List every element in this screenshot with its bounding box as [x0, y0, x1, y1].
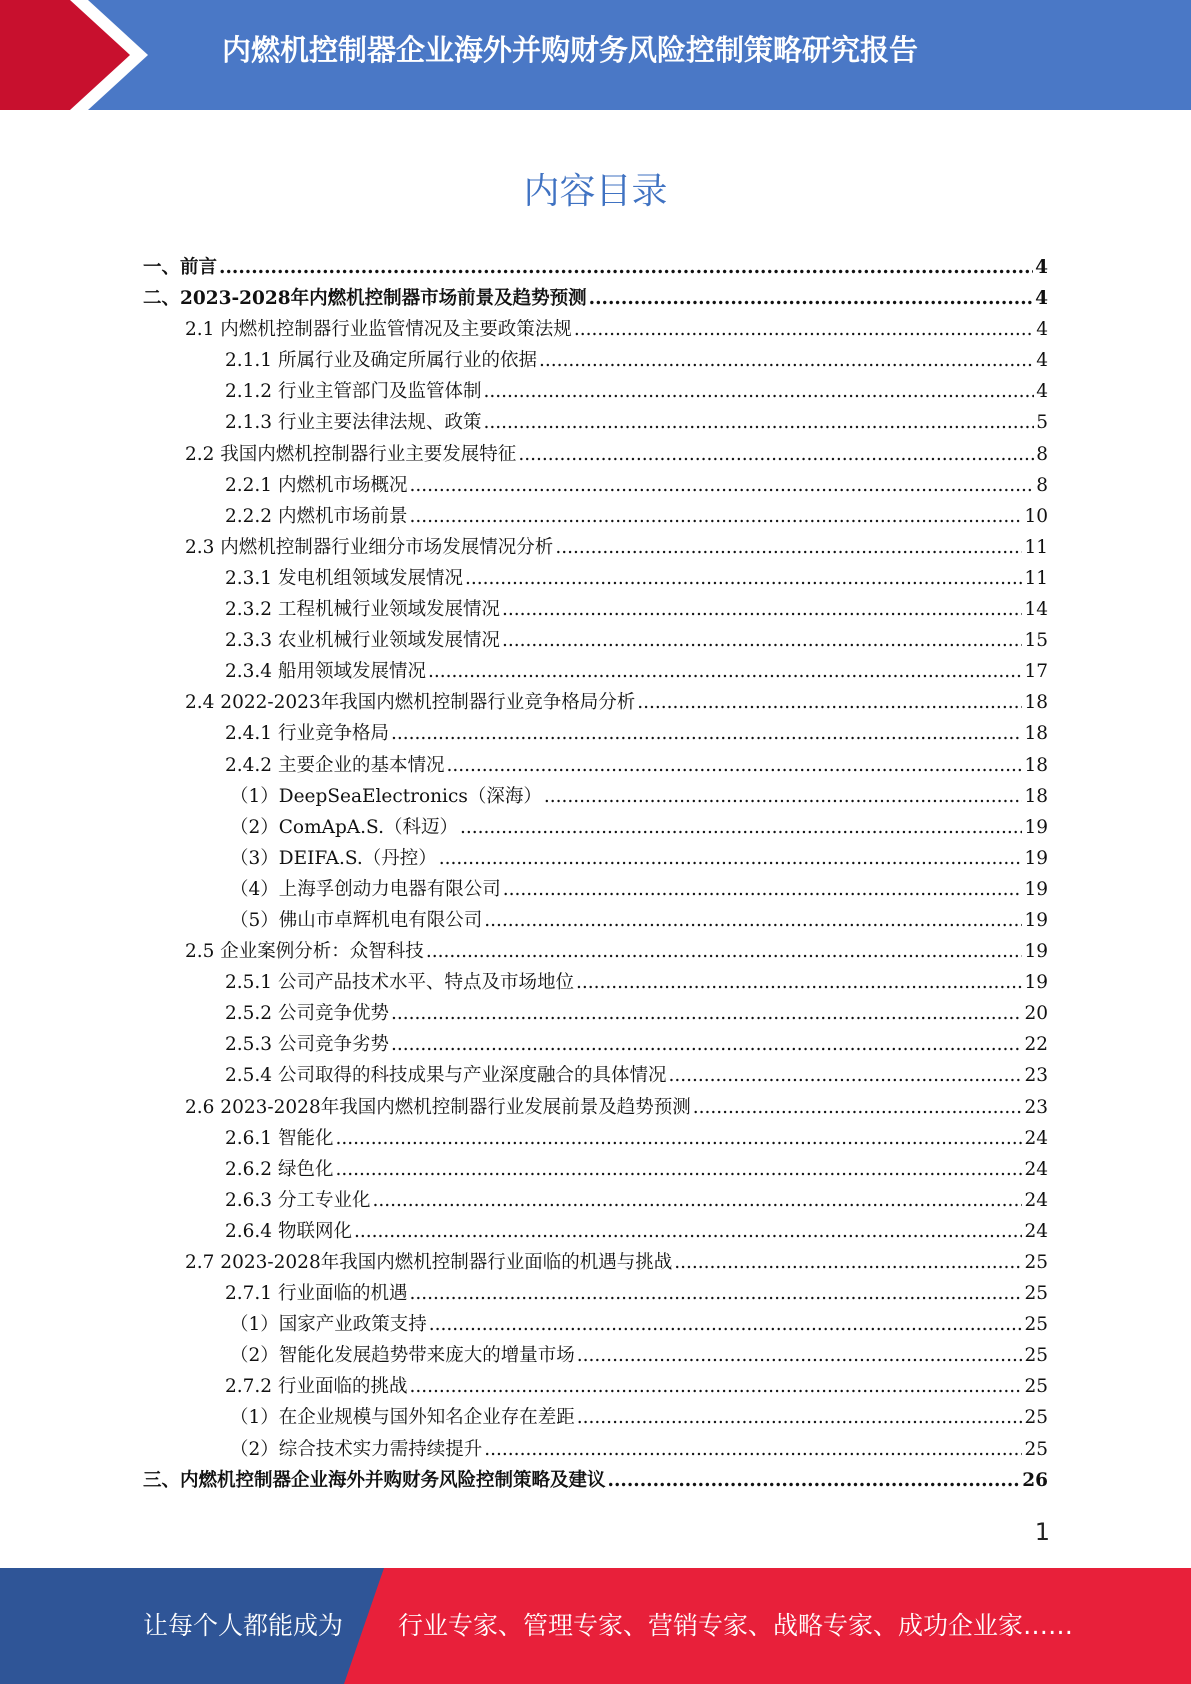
toc-leader-dots	[674, 1252, 1022, 1273]
toc-entry-page: 19	[1024, 878, 1048, 900]
toc-entry[interactable]	[143, 1310, 1048, 1341]
toc-leader-dots	[576, 972, 1022, 993]
toc-entry-page: 8	[1036, 474, 1048, 496]
toc-leader-dots	[391, 1034, 1022, 1055]
toc-entry[interactable]	[143, 657, 1048, 688]
toc-entry[interactable]	[143, 875, 1048, 906]
toc-entry-label: 2.6.1 智能化	[225, 1127, 334, 1149]
toc-entry[interactable]	[143, 315, 1048, 346]
toc-entry[interactable]	[143, 751, 1048, 782]
toc-entry[interactable]	[143, 1372, 1048, 1403]
toc-entry[interactable]	[143, 1217, 1048, 1248]
toc-entry[interactable]	[143, 253, 1048, 284]
toc-entry[interactable]	[143, 502, 1048, 533]
toc-entry[interactable]	[143, 626, 1048, 657]
toc-entry-label: 2.1.3 行业主要法律法规、政策	[225, 412, 482, 434]
toc-entry-label: 2.6 2023-2028年我国内燃机控制器行业发展前景及趋势预测	[185, 1096, 691, 1118]
toc-entry-label: 2.5 企业案例分析：众智科技	[185, 941, 424, 963]
toc-entry-page: 24	[1024, 1127, 1048, 1149]
footer-slogan-left: 让每个人都能成为	[143, 1611, 344, 1640]
toc-entry-page: 11	[1024, 536, 1048, 558]
toc-leader-dots	[484, 910, 1022, 931]
toc-entry-label: 2.3.2 工程机械行业领域发展情况	[225, 599, 500, 621]
toc-entry[interactable]	[143, 906, 1048, 937]
toc-entry-label: （2）综合技术实力需持续提升	[230, 1438, 483, 1460]
toc-entry-page: 19	[1024, 847, 1048, 869]
toc-entry-page: 10	[1024, 505, 1048, 527]
toc-leader-dots	[577, 1345, 1023, 1366]
toc-entry-label: 二、2023-2028年内燃机控制器市场前景及趋势预测	[143, 288, 587, 310]
toc-entry[interactable]	[143, 533, 1048, 564]
toc-entry[interactable]	[143, 1186, 1048, 1217]
toc-entry-page: 26	[1022, 1469, 1048, 1491]
toc-entry-page: 24	[1024, 1158, 1048, 1180]
toc-leader-dots	[391, 1003, 1022, 1024]
toc-entry-page: 5	[1036, 412, 1048, 434]
toc-leader-dots	[391, 723, 1022, 744]
toc-entry-page: 25	[1024, 1407, 1048, 1429]
toc-entry-label: 2.6.3 分工专业化	[225, 1189, 371, 1211]
toc-entry[interactable]	[143, 782, 1048, 813]
toc-leader-dots	[589, 288, 1033, 309]
toc-entry[interactable]	[143, 1155, 1048, 1186]
toc-entry-label: 2.4.1 行业竞争格局	[225, 723, 389, 745]
toc-entry[interactable]	[143, 471, 1048, 502]
toc-entry[interactable]	[143, 284, 1048, 315]
toc-entry-page: 19	[1024, 909, 1048, 931]
footer-banner	[0, 1568, 1191, 1684]
toc-entry[interactable]	[143, 999, 1048, 1030]
toc-entry[interactable]	[143, 595, 1048, 626]
toc-leader-dots	[539, 350, 1034, 371]
toc-entry-label: 2.7.2 行业面临的挑战	[225, 1376, 408, 1398]
toc-entry-label: （4）上海孚创动力电器有限公司	[230, 878, 501, 900]
toc-entry-page: 19	[1024, 816, 1048, 838]
toc-entry-label: （1）DeepSeaElectronics（深海）	[230, 785, 542, 807]
toc-entry[interactable]	[143, 719, 1048, 750]
toc-entry-label: （1）国家产业政策支持	[230, 1314, 427, 1336]
toc-entry-label: （2）ComApA.S.（科迈）	[230, 816, 458, 838]
toc-entry[interactable]	[143, 813, 1048, 844]
toc-leader-dots	[465, 568, 1022, 589]
toc-entry-label: 2.4.2 主要企业的基本情况	[225, 754, 445, 776]
toc-entry-label: （1）在企业规模与国外知名企业存在差距	[230, 1407, 575, 1429]
toc-entry[interactable]	[143, 1061, 1048, 1092]
toc-entry-label: 2.4 2022-2023年我国内燃机控制器行业竞争格局分析	[185, 692, 636, 714]
toc-leader-dots	[608, 1470, 1021, 1491]
toc-entry-page: 4	[1036, 319, 1048, 341]
toc-leader-dots	[574, 319, 1034, 340]
footer-slogan-right: 行业专家、管理专家、营销专家、战略专家、成功企业家……	[398, 1611, 1074, 1640]
toc-entry-label: 三、内燃机控制器企业海外并购财务风险控制策略及建议	[143, 1469, 606, 1491]
toc-entry-page: 25	[1024, 1376, 1048, 1398]
toc-entry-label: 2.2.2 内燃机市场前景	[225, 505, 408, 527]
toc-leader-dots	[439, 848, 1023, 869]
toc-entry[interactable]	[143, 1341, 1048, 1372]
table-of-contents	[143, 253, 1048, 1497]
toc-heading: 内容目录	[523, 171, 668, 212]
toc-entry-page: 25	[1024, 1438, 1048, 1460]
toc-leader-dots	[502, 599, 1022, 620]
toc-entry-label: 2.2 我国内燃机控制器行业主要发展特征	[185, 443, 517, 465]
toc-entry[interactable]	[143, 688, 1048, 719]
toc-entry-page: 20	[1024, 1003, 1048, 1025]
toc-entry[interactable]	[143, 1403, 1048, 1434]
toc-entry-label: 2.5.1 公司产品技术水平、特点及市场地位	[225, 972, 574, 994]
toc-leader-dots	[409, 1283, 1022, 1304]
toc-entry-page: 18	[1024, 692, 1048, 714]
toc-entry-page: 4	[1035, 257, 1048, 278]
toc-entry-label: 一、前言	[143, 257, 218, 278]
toc-entry-page: 23	[1024, 1096, 1048, 1118]
toc-entry[interactable]	[143, 377, 1048, 408]
toc-entry[interactable]	[143, 844, 1048, 875]
toc-entry[interactable]	[143, 1279, 1048, 1310]
toc-entry-page: 11	[1024, 567, 1048, 589]
toc-entry-label: 2.3.4 船用领域发展情况	[225, 661, 426, 683]
toc-entry-page: 8	[1036, 443, 1048, 465]
toc-entry-label: 2.7 2023-2028年我国内燃机控制器行业面临的机遇与挑战	[185, 1252, 673, 1273]
toc-leader-dots	[637, 692, 1022, 713]
toc-entry-page: 17	[1024, 661, 1048, 683]
toc-entry-label: 2.1 内燃机控制器行业监管情况及主要政策法规	[185, 319, 572, 341]
toc-leader-dots	[668, 1065, 1022, 1086]
toc-entry[interactable]	[143, 346, 1048, 377]
toc-entry[interactable]	[143, 1030, 1048, 1061]
toc-entry-page: 22	[1024, 1034, 1048, 1056]
toc-entry-label: 2.3.1 发电机组领域发展情况	[225, 567, 463, 589]
toc-entry-page: 25	[1024, 1345, 1048, 1367]
toc-entry-label: 2.7.1 行业面临的机遇	[225, 1283, 408, 1305]
toc-leader-dots	[483, 381, 1034, 402]
toc-entry-label: 2.2.1 内燃机市场概况	[225, 474, 408, 496]
toc-leader-dots	[428, 661, 1022, 682]
toc-entry[interactable]	[143, 1124, 1048, 1155]
toc-leader-dots	[372, 1190, 1022, 1211]
toc-entry-label: （3）DEIFA.S.（丹控）	[230, 847, 437, 869]
toc-entry-page: 18	[1024, 785, 1048, 807]
toc-entry-page: 4	[1036, 350, 1048, 372]
page-number: 1	[1034, 1518, 1050, 1546]
toc-entry-page: 23	[1024, 1065, 1048, 1087]
toc-leader-dots	[518, 444, 1034, 465]
toc-leader-dots	[409, 475, 1034, 496]
toc-leader-dots	[502, 630, 1022, 651]
toc-entry-page: 4	[1036, 381, 1048, 403]
toc-leader-dots	[460, 817, 1023, 838]
toc-entry-page: 25	[1024, 1314, 1048, 1336]
toc-leader-dots	[484, 1439, 1022, 1460]
toc-leader-dots	[354, 1221, 1023, 1242]
toc-leader-dots	[409, 506, 1022, 527]
toc-entry[interactable]	[143, 408, 1048, 439]
toc-entry-page: 18	[1024, 723, 1048, 745]
toc-leader-dots	[577, 1407, 1023, 1428]
toc-leader-dots	[426, 941, 1023, 962]
toc-leader-dots	[555, 537, 1022, 558]
toc-entry-label: 2.1.2 行业主管部门及监管体制	[225, 381, 482, 403]
toc-entry-label: 2.3.3 农业机械行业领域发展情况	[225, 630, 500, 652]
toc-entry-page: 24	[1024, 1220, 1048, 1242]
toc-leader-dots	[693, 1097, 1023, 1118]
toc-entry-label: 2.5.2 公司竞争优势	[225, 1003, 389, 1025]
toc-entry[interactable]	[143, 968, 1048, 999]
toc-leader-dots	[429, 1314, 1023, 1335]
toc-entry[interactable]	[143, 1466, 1048, 1497]
toc-leader-dots	[409, 1376, 1022, 1397]
toc-entry[interactable]	[143, 440, 1048, 471]
toc-entry[interactable]	[143, 1435, 1048, 1466]
toc-entry-label: 2.5.3 公司竞争劣势	[225, 1034, 389, 1056]
toc-entry[interactable]	[143, 937, 1048, 968]
toc-leader-dots	[335, 1159, 1022, 1180]
report-title: 内燃机控制器企业海外并购财务风险控制策略研究报告	[222, 33, 919, 67]
header-banner	[0, 0, 1191, 110]
toc-entry-label: 2.6.2 绿色化	[225, 1158, 334, 1180]
toc-entry-label: 2.3 内燃机控制器行业细分市场发展情况分析	[185, 536, 554, 558]
toc-entry-label: （5）佛山市卓辉机电有限公司	[230, 909, 483, 931]
toc-entry-page: 25	[1024, 1283, 1048, 1305]
toc-entry-page: 19	[1024, 941, 1048, 963]
toc-entry-page: 4	[1035, 288, 1048, 310]
toc-entry-label: 2.1.1 所属行业及确定所属行业的依据	[225, 350, 537, 372]
toc-entry-page: 15	[1024, 630, 1048, 652]
toc-entry[interactable]	[143, 564, 1048, 595]
toc-entry-label: 2.6.4 物联网化	[225, 1220, 352, 1242]
toc-entry-page: 18	[1024, 754, 1048, 776]
toc-leader-dots	[219, 257, 1033, 278]
toc-entry[interactable]	[143, 1248, 1048, 1279]
toc-leader-dots	[483, 412, 1034, 433]
toc-entry-label: 2.5.4 公司取得的科技成果与产业深度融合的具体情况	[225, 1065, 667, 1087]
toc-entry-page: 19	[1024, 972, 1048, 994]
toc-entry-page: 24	[1024, 1189, 1048, 1211]
toc-leader-dots	[544, 786, 1023, 807]
toc-leader-dots	[503, 879, 1023, 900]
toc-leader-dots	[446, 755, 1022, 776]
toc-entry-page: 25	[1024, 1252, 1048, 1273]
toc-leader-dots	[335, 1128, 1022, 1149]
toc-entry-page: 14	[1024, 599, 1048, 621]
toc-entry[interactable]	[143, 1093, 1048, 1124]
toc-entry-label: （2）智能化发展趋势带来庞大的增量市场	[230, 1345, 575, 1367]
